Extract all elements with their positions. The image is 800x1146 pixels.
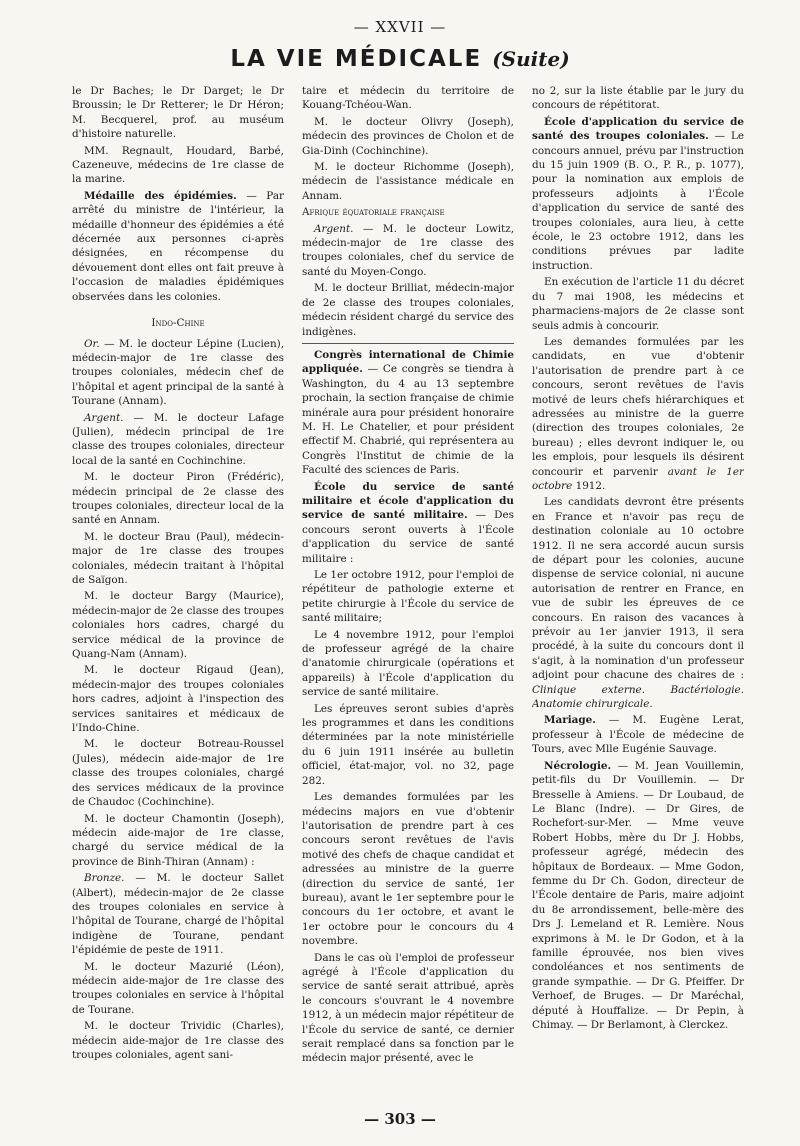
paragraph: le Dr Baches; le Dr Darget; le Dr Broussin; le Dr Retterer; le Dr Héron; M. Becquerel, prof. au muséum d'histoire naturelle.	[72, 85, 284, 141]
paragraph-text: 1912.	[572, 479, 606, 492]
medal-label: Argent.	[314, 222, 354, 235]
medal-label: Bronze.	[84, 872, 125, 885]
paragraph	[302, 348, 514, 478]
page-number: — 303 —	[364, 1110, 436, 1128]
paragraph: En exécution de l'article 11 du décret du 7 mai 1908, les médecins et pharmaciens-majors de 2e classe sont seuls admis à concourir.	[532, 276, 744, 332]
title-text: LA VIE MÉDICALE	[230, 46, 483, 72]
paragraph: M. le docteur Brau (Paul), médecin-major de 1re classe des troupes coloniales, médecin traitant à l'hôpital de Saïgon.	[72, 530, 284, 586]
paragraph: taire et médecin du territoire de Kouang-Tchéou-Wan.	[302, 85, 514, 112]
paragraph	[302, 222, 514, 280]
paragraph: M. le docteur Brilliat, médecin-major de 2e classe des troupes coloniales, médecin résident chargé du service des indigènes.	[302, 282, 514, 338]
section-heading: École du service de santé militaire et école d'application du service de santé militaire.	[302, 480, 514, 522]
subsection-title: Indo-Chine	[151, 317, 205, 330]
paragraph-text: — Par arrêté du ministre de l'intérieur, la médaille d'honneur des épidémies a été décernée aux personnes ci-après désignées, en récompense du dévouement dont elles ont fait preuve à l'occasion de maladies épidémiques observées dans les colonies.	[72, 189, 284, 303]
paragraph: Les épreuves seront subies d'après les programmes et dans les conditions déterminées par la note ministérielle du 6 juin 1911 insérée au bulletin officiel, état-major, vol. no 32, page 282.	[302, 702, 514, 787]
paragraph-text: Les candidats devront être présents en France et n'avoir pas reçu de destination coloniale au 10 octobre 1912. Il ne sera accordé aucun sursis de départ pour les colonies, aucune dispense de service colonial, ni aucune autorisation de rentrer en France, en vue de subir les épreuves de ce concours. En raison des vacances à prévoir au 1er janvier 1913, il sera procédé, à la suite du concours dont il s'agit, à la nomination d'un professeur adjoint pour chacune des chaires de :	[532, 496, 744, 682]
paragraph	[532, 335, 744, 493]
paragraph-text: — M. le docteur Sallet (Albert), médecin-major de 2e classe des troupes coloniales en service à l'hôpital de Tourane, chargé de l'hôpital indigène de Tourane, pendant l'épidémie de peste de 1911.	[72, 872, 284, 957]
column-2	[302, 84, 514, 1094]
paragraph-text: — Des concours seront ouverts à l'École d'application du service de santé militaire :	[302, 509, 514, 565]
paragraph: Les demandes formulées par les médecins majors en vue d'obtenir l'autorisation de prendre part à ces concours seront revêtues de l'avis motivé des chefs de chaque candidat et adressées au ministre de la guerre (direction du service de santé, 1er bureau), avant le 1er septembre pour le concours du 1er octobre, et avant le 1er octobre pour le concours du 4 novembre.	[302, 791, 514, 948]
paragraph: MM. Regnault, Houdard, Barbé, Cazeneuve, médecins de 1re classe de la marine.	[72, 144, 284, 186]
section-heading: Mariage.	[544, 714, 596, 727]
medal-label: Argent.	[84, 411, 124, 424]
section-heading: Congrès international de Chimie appliquée.	[302, 348, 514, 376]
section-heading: Médaille des épidémies.	[84, 189, 237, 202]
column-1	[72, 84, 284, 1094]
paragraph: no 2, sur la liste établie par le jury du concours de répétitorat.	[532, 85, 744, 112]
paragraph: M. le docteur Piron (Frédéric), médecin principal de 2e classe des troupes coloniales, directeur local de la santé en Annam.	[72, 471, 284, 527]
paragraph	[532, 759, 744, 1033]
paragraph	[532, 495, 744, 711]
paragraph: M. le docteur Mazurié (Léon), médecin aide-major de 1re classe des troupes coloniales en service à l'hôpital de Tourane.	[72, 960, 284, 1016]
paragraph-text: — M. le docteur Lafage (Julien), médecin principal de 1re classe des troupes coloniales, directeur local de la santé en Cochinchine.	[72, 411, 284, 467]
paragraph: Dans le cas où l'emploi de professeur agrégé à l'École d'application du service de santé serait attribué, après le concours s'ouvrant le 4 novembre 1912, à un médecin major répétiteur de l'École du service de santé, ce dernier serait remplacé dans sa fonction par le médecin major présenté, avec le	[302, 951, 514, 1065]
paragraph-italic: Clinique externe. Bactériologie. Anatomie chirurgicale.	[532, 683, 744, 711]
paragraph	[532, 713, 744, 756]
paragraph: M. le docteur Trividic (Charles), médecin aide-major de 1re classe des troupes coloniales, agent sani-	[72, 1020, 284, 1061]
paragraph-text: — Ce congrès se tiendra à Washington, du 4 au 13 septembre prochain, la section française de chimie minérale aura pour président honoraire M. H. Le Chatelier, et pour président effectif M. Chabrié, qui représentera au Congrès l'Institut de chimie de la Faculté des sciences de Paris.	[302, 363, 514, 477]
paragraph-text: — Le concours annuel, prévu par l'instruction du 15 juin 1909 (B. O., P. R., p. 1077), pour la nomination aux emplois de professeurs adjoints à l'École d'application du service de santé des troupes coloniales, aura lieu, à cette école, le 23 octobre 1912, dans les conditions prévues par ladite instruction.	[532, 130, 744, 272]
section-heading: Nécrologie.	[544, 759, 612, 772]
paragraph-text: — M. Eugène Lerat, professeur à l'École de médecine de Tours, avec Mlle Eugénie Sauvage.	[532, 714, 744, 756]
section-heading: École d'application du service de santé des troupes coloniales.	[532, 115, 744, 143]
paragraph: M. le docteur Richomme (Joseph), médecin de l'assistance médicale en Annam.	[302, 161, 514, 202]
paragraph-text: — M. le docteur Lowitz, médecin-major de 1re classe des troupes coloniales, chef du service de santé du Moyen-Congo.	[302, 222, 514, 278]
paragraph: M. le docteur Bargy (Maurice), médecin-major de 2e classe des troupes coloniales hors cadres, chargé du service médical de la province de Quang-Nam (Annam).	[72, 590, 284, 661]
paragraph-italic: avant le 1er octobre	[532, 465, 744, 492]
paragraph	[302, 480, 514, 566]
paragraph: M. le docteur Chamontin (Joseph), médecin aide-major de 1re classe, chargé du service médical de la province de Binh-Thiran (Annam) :	[72, 812, 284, 868]
divider	[302, 343, 514, 344]
page-roman-number: — XXVII —	[353, 18, 447, 36]
paragraph-text: Les demandes formulées par les candidats, en vue d'obtenir l'autorisation de prendre part à ce concours, seront revêtues de l'avis motivé de leurs chefs hiérarchiques et adressées au ministre de la guerre (direction des troupes coloniales, 2e bureau) ; elles devront indiquer le, ou les emplois, pour lesquels ils désirent concourir et parvenir	[532, 335, 744, 478]
page-title	[0, 46, 800, 72]
column-3	[532, 84, 744, 1094]
paragraph: M. le docteur Rigaud (Jean), médecin-major des troupes coloniales hors cadres, adjoint à l'inspection des services sanitaires et médicaux de l'Indo-Chine.	[72, 664, 284, 735]
title-suite: (Suite)	[492, 47, 570, 71]
paragraph-text: — M. le docteur Lépine (Lucien), médecin-major de 1re classe des troupes coloniales, médecin chef de l'hôpital et agent principal de la santé à Tourane (Annam).	[72, 337, 284, 408]
paragraph: Le 1er octobre 1912, pour l'emploi de répétiteur de pathologie externe et petite chirurgie à l'École du service de santé militaire;	[302, 569, 514, 625]
paragraph	[532, 115, 744, 273]
paragraph	[72, 871, 284, 957]
paragraph: M. le docteur Olivry (Joseph), médecin des provinces de Cholon et de Gia-Dinh (Cochinchine).	[302, 115, 514, 157]
paragraph: M. le docteur Botreau-Roussel (Jules), médecin aide-major de 1re classe des troupes coloniales, chargé des services médicaux de la province de Chaudoc (Cochinchine).	[72, 738, 284, 809]
paragraph	[72, 189, 284, 304]
subsection-title: Afrique équatoriale française	[302, 206, 445, 219]
medal-label: Or.	[84, 337, 100, 350]
paragraph	[72, 411, 284, 469]
paragraph	[72, 337, 284, 409]
paragraph-text: — M. Jean Vouillemin, petit-fils du Dr Vouillemin. — Dr Bresselle à Amiens. — Dr Loubaud, de Le Blanc (Indre). — Dr Gires, de Rochefort-sur-Mer. — Mme veuve Robert Hobbs, mère du Dr J. Hobbs, professeur agrégé, médecin des hôpitaux de Bordeaux. — Mme Godon, femme du Dr Ch. Godon, directeur de l'École dentaire de Paris, maire adjoint du 8e arrondissement, belle-mère des Drs J. Lemeland et R. Lemière. Nous exprimons à M. le Dr Godon, et à la famille éprouvée, nos bien vives condoléances et nos sentiments de grande sympathie. — Dr G. Pfeiffer. Dr Verhoef, de Bruges. — Dr Maréchal, député à Houffalize. — Dr Pepin, à Chimay. — Dr Berlamont, à Clerckez.	[532, 759, 744, 1031]
paragraph: Le 4 novembre 1912, pour l'emploi de professeur agrégé de la chaire d'anatomie chirurgicale (opérations et appareils) à l'École d'application du service de santé militaire.	[302, 628, 514, 699]
